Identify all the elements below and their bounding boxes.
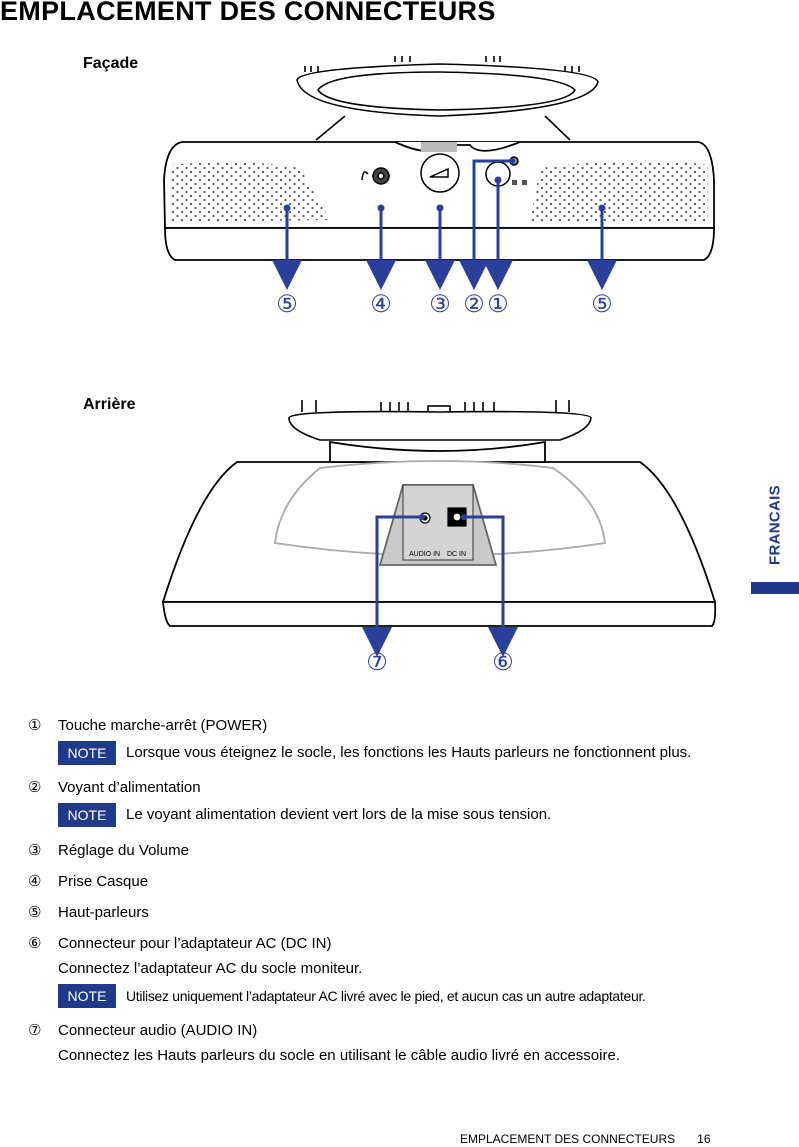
front-view-diagram [0,50,799,380]
item-number: ④ [28,873,42,890]
item-subtext: Connectez les Hauts parleurs du socle en utilisant le câble audio livré en accessoire. [58,1047,620,1064]
list-item [28,1021,728,1066]
note-row [58,803,728,827]
note-row [58,984,728,1008]
list-item [28,716,728,765]
item-text: Connecteur pour l’adaptateur AC (DC IN) [58,935,332,952]
list-item [28,778,728,827]
language-tab-bar [751,582,799,594]
item-subtext: Connectez l’adaptateur AC du socle moniteur. [58,960,363,977]
item-text: Voyant d’alimentation [58,779,201,796]
language-tab [751,470,799,620]
callout-4: ④ [370,291,392,318]
item-text: Prise Casque [58,873,149,890]
callout-5-right: ⑤ [591,291,613,318]
note-text: Utilisez uniquement l’adaptateur AC livré avec le pied, et aucun cas un autre adaptateur. [126,988,646,1004]
item-number: ⑤ [28,904,42,921]
item-text: Réglage du Volume [58,842,189,859]
list-item [28,903,728,923]
note-text: Lorsque vous éteignez le socle, les fonctions les Hauts parleurs ne fonctionnent plus. [126,744,692,761]
language-tab-label: FRANCAIS [766,485,784,565]
item-text: Touche marche-arrêt (POWER) [58,717,268,734]
footer-section: EMPLACEMENT DES CONNECTEURS [460,1132,676,1146]
list-item [28,872,728,892]
item-number: ⑦ [28,1022,42,1039]
item-number: ③ [28,842,42,859]
list-item [28,841,728,861]
callout-1: ① [487,291,509,318]
page-footer [460,1132,711,1146]
callout-5-left: ⑤ [276,291,298,318]
audio-in-port-label: AUDIO IN [409,551,441,558]
page-title: EMPLACEMENT DES CONNECTEURS [0,0,496,26]
callout-7: ⑦ [366,649,388,676]
list-item [28,934,728,1008]
item-number: ② [28,779,42,796]
note-row [58,741,728,765]
page-number: 16 [697,1132,711,1146]
rear-view-label: Arrière [83,396,136,413]
note-badge: NOTE [58,803,116,827]
note-badge: NOTE [58,741,116,765]
rear-view-diagram [0,390,799,680]
dc-in-port-label: DC IN [447,551,467,558]
note-text: Le voyant alimentation devient vert lors de la mise sous tension. [126,806,552,823]
item-text: Connecteur audio (AUDIO IN) [58,1022,258,1039]
callout-2: ② [463,291,485,318]
rear-base [163,442,715,626]
callout-3: ③ [429,291,451,318]
front-view-label: Façade [83,55,139,72]
stand-top [297,56,598,140]
connector-list [28,716,728,1066]
callout-6: ⑥ [492,649,514,676]
item-number: ⑥ [28,935,42,952]
item-number: ① [28,717,42,734]
note-badge: NOTE [58,984,116,1008]
item-text: Haut-parleurs [58,904,149,921]
stand-top-rear [289,400,591,440]
